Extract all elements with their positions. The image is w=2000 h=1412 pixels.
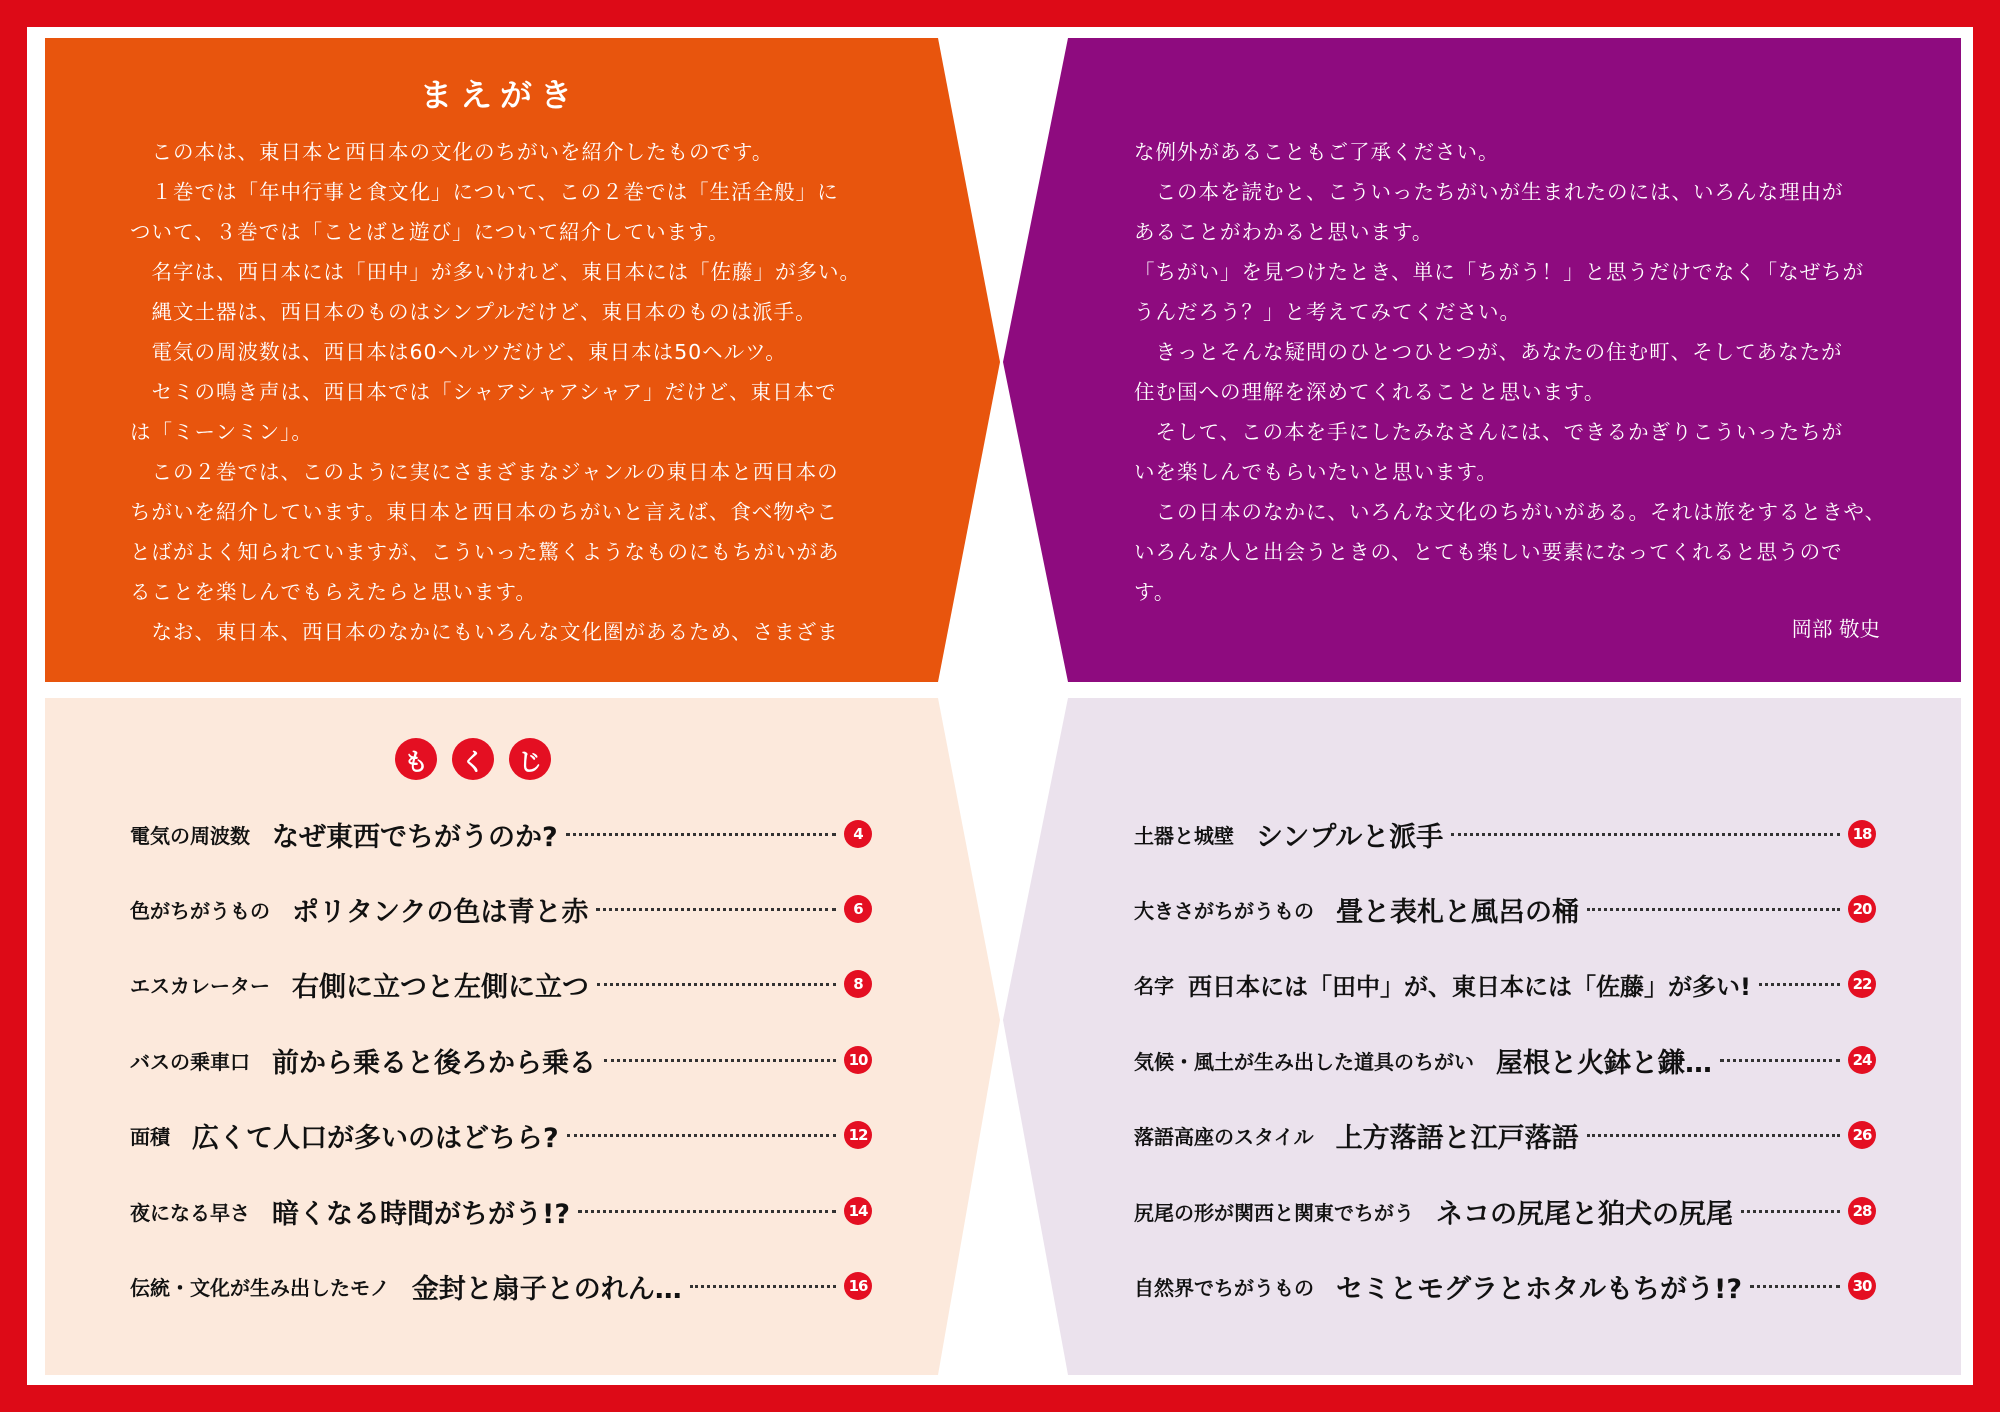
intro-line: セミの鳴き声は、西日本では「シャアシャアシャア」だけど、東日本で	[130, 380, 837, 404]
toc-category: 夜になる早さ	[130, 1200, 250, 1225]
toc-page-badge: 16	[844, 1272, 872, 1300]
intro-line: なお、東日本、西日本のなかにもいろんな文化圏があるため、さまざま	[130, 620, 839, 644]
toc-entry[interactable]	[1134, 1264, 1876, 1308]
toc-page-badge: 12	[844, 1121, 872, 1149]
toc-title: 右側に立つと左側に立つ	[292, 971, 589, 1003]
toc-leader-dots	[1587, 908, 1840, 911]
toc-leader-dots	[1741, 1210, 1840, 1213]
toc-page-badge: 10	[844, 1046, 872, 1074]
toc-entry[interactable]	[1134, 1113, 1876, 1157]
toc-entry[interactable]	[1134, 1038, 1876, 1082]
toc-page-badge: 14	[844, 1197, 872, 1225]
toc-leader-dots	[1587, 1134, 1840, 1137]
toc-page-badge: 20	[1848, 895, 1876, 923]
toc-entry[interactable]	[1134, 812, 1876, 856]
intro-line: 電気の周波数は、西日本は60ヘルツだけど、東日本は50ヘルツ。	[130, 340, 787, 364]
intro-line: す。	[1134, 580, 1176, 604]
intro-line: そして、この本を手にしたみなさんには、できるかぎりこういったちが	[1134, 420, 1844, 444]
intro-line: いを楽しんでもらいたいと思います。	[1134, 460, 1498, 484]
toc-category: 面積	[130, 1124, 170, 1149]
toc-title: ネコの尻尾と狛犬の尻尾	[1436, 1198, 1733, 1230]
toc-page-badge: 18	[1848, 820, 1876, 848]
toc-leader-dots	[566, 833, 836, 836]
toc-page-badge: 26	[1848, 1121, 1876, 1149]
toc-leader-dots	[596, 908, 836, 911]
intro-line: この本を読むと、こういったちがいが生まれたのには、いろんな理由が	[1134, 180, 1844, 204]
intro-heading: まえがき	[419, 76, 580, 114]
toc-title: 屋根と火鉢と鎌…	[1496, 1047, 1712, 1079]
intro-line: 「ちがい」を見つけたとき、単に「ちがう！」と思うだけでなく「なぜちが	[1134, 260, 1865, 284]
toc-leader-dots	[1451, 833, 1840, 836]
toc-category: 土器と城壁	[1134, 823, 1234, 848]
intro-line: この２巻では、このように実にさまざまなジャンルの東日本と西日本の	[130, 460, 839, 484]
toc-title: 広くて人口が多いのはどちら?	[192, 1122, 559, 1154]
toc-leader-dots	[1720, 1059, 1840, 1062]
toc-entry[interactable]	[130, 1264, 872, 1308]
intro-left-text	[130, 132, 890, 652]
toc-category: 伝統・文化が生み出したモノ	[130, 1275, 390, 1300]
intro-line: 住む国への理解を深めてくれることと思います。	[1134, 380, 1606, 404]
toc-page-badge: 6	[844, 895, 872, 923]
intro-line: とばがよく知られていますが、こういった驚くようなものにもちがいがあ	[130, 540, 840, 564]
toc-title: シンプルと派手	[1256, 821, 1444, 853]
toc-title: 前から乗ると後ろから乗る	[272, 1047, 596, 1079]
toc-leader-dots	[597, 983, 836, 986]
toc-page-badge: 8	[844, 970, 872, 998]
intro-line: ることを楽しんでもらえたらと思います。	[130, 580, 537, 604]
toc-leader-dots	[578, 1210, 836, 1213]
toc-title: 上方落語と江戸落語	[1335, 1122, 1579, 1154]
intro-line: ついて、３巻では「ことばと遊び」について紹介しています。	[130, 220, 730, 244]
toc-page-badge: 22	[1848, 970, 1876, 998]
toc-entry[interactable]	[130, 812, 872, 856]
toc-heading-char: じ	[509, 738, 551, 780]
toc-category: 大きさがちがうもの	[1134, 898, 1314, 923]
toc-entry[interactable]	[130, 1189, 872, 1233]
toc-entry[interactable]	[130, 1113, 872, 1157]
toc-page-badge: 4	[844, 820, 872, 848]
toc-leader-dots	[690, 1285, 836, 1288]
toc-leader-dots	[604, 1059, 836, 1062]
toc-category: 尻尾の形が関西と関東でちがう	[1134, 1200, 1414, 1225]
toc-title: 暗くなる時間がちがう!?	[272, 1198, 570, 1230]
intro-line: １巻では「年中行事と食文化」について、この２巻では「生活全般」に	[130, 180, 839, 204]
intro-line: いろんな人と出会うときの、とても楽しい要素になってくれると思うので	[1134, 540, 1843, 564]
toc-category: エスカレーター	[130, 973, 270, 998]
intro-line: な例外があることもご了承ください。	[1134, 140, 1500, 164]
intro-right-text	[1134, 132, 1887, 612]
toc-leader-dots	[1750, 1285, 1840, 1288]
toc-leader-dots	[1759, 983, 1840, 986]
toc-title: ポリタンクの色は青と赤	[292, 896, 589, 928]
toc-title: 畳と表札と風呂の桶	[1336, 896, 1579, 928]
toc-heading	[395, 738, 551, 780]
toc-title: セミとモグラとホタルもちがう!?	[1336, 1273, 1742, 1305]
toc-page-badge: 28	[1848, 1197, 1876, 1225]
intro-line: きっとそんな疑問のひとつひとつが、あなたの住む町、そしてあなたが	[1134, 340, 1843, 364]
intro-line: この日本のなかに、いろんな文化のちがいがある。それは旅をするときや、	[1134, 500, 1887, 524]
toc-entry[interactable]	[1134, 962, 1876, 1006]
toc-category: 自然界でちがうもの	[1134, 1275, 1314, 1300]
toc-page-badge: 30	[1848, 1272, 1876, 1300]
author-signature: 岡部 敬史	[1791, 617, 1880, 641]
toc-title: 金封と扇子とのれん…	[411, 1273, 682, 1305]
intro-line: ちがいを紹介しています。東日本と西日本のちがいと言えば、食べ物やこ	[130, 500, 838, 524]
toc-entry[interactable]	[130, 887, 872, 931]
toc-category: 色がちがうもの	[130, 898, 270, 923]
toc-category: 気候・風土が生み出した道具のちがい	[1134, 1049, 1474, 1074]
toc-page-badge: 24	[1848, 1046, 1876, 1074]
toc-category: バスの乗車口	[130, 1049, 250, 1074]
toc-title: なぜ東西でちがうのか?	[272, 821, 558, 853]
intro-line: は「ミーンミン」。	[130, 420, 313, 444]
toc-category: 電気の周波数	[130, 823, 250, 848]
intro-line: あることがわかると思います。	[1134, 220, 1434, 244]
toc-heading-char: く	[452, 738, 494, 780]
toc-category: 名字	[1134, 973, 1174, 998]
intro-line: 名字は、西日本には「田中」が多いけれど、東日本には「佐藤」が多い。	[130, 260, 861, 284]
toc-category: 落語高座のスタイル	[1134, 1124, 1314, 1149]
intro-line: この本は、東日本と西日本の文化のちがいを紹介したものです。	[130, 140, 774, 164]
intro-line: 縄文土器は、西日本のものはシンプルだけど、東日本のものは派手。	[130, 300, 817, 324]
toc-entry[interactable]	[1134, 887, 1876, 931]
toc-title: 西日本には「田中」が、東日本には「佐藤」が多い!	[1188, 972, 1751, 1001]
toc-entry[interactable]	[1134, 1189, 1876, 1233]
toc-heading-char: も	[395, 738, 437, 780]
toc-entry[interactable]	[130, 1038, 872, 1082]
toc-leader-dots	[567, 1134, 836, 1137]
toc-entry[interactable]	[130, 962, 872, 1006]
intro-line: うんだろう？」と考えてみてください。	[1134, 300, 1521, 324]
